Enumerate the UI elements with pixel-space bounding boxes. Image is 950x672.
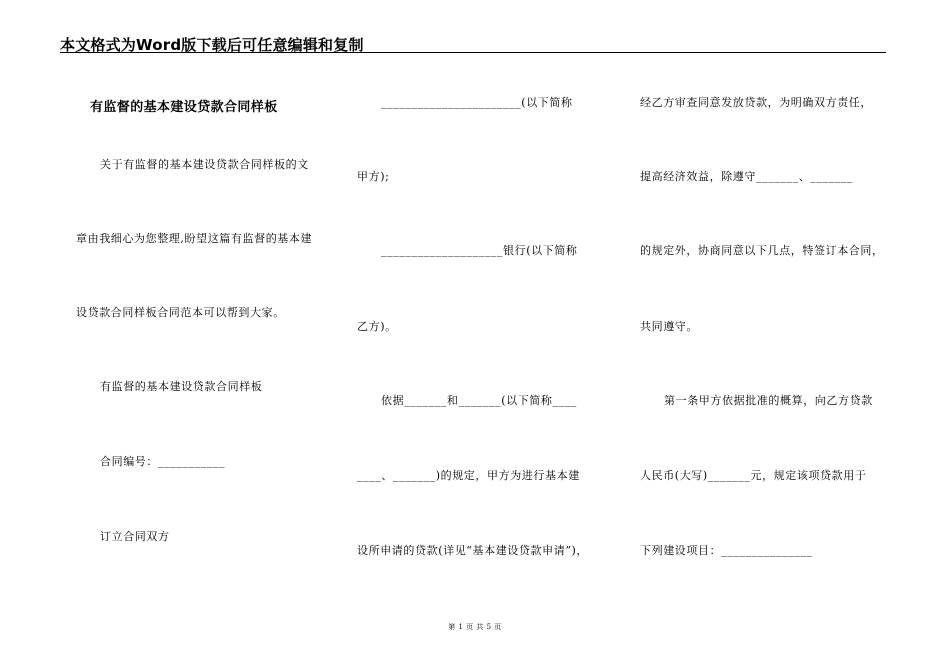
body-line: ____、_______)的规定，甲方为进行基本建 bbox=[357, 469, 580, 482]
document-header: 本文格式为Word版下载后可任意编辑和复制 bbox=[60, 36, 364, 54]
body-line: 章由我细心为您整理,盼望这篇有监督的基本建 bbox=[76, 232, 313, 245]
body-line: 甲方); bbox=[357, 170, 390, 183]
body-line: 共同遵守。 bbox=[640, 320, 698, 333]
party-b-line: ____________________银行(以下简称 bbox=[381, 244, 578, 257]
body-line: 人民币(大写)_______元，规定该项贷款用于 bbox=[640, 469, 867, 482]
text-column-2 bbox=[357, 60, 607, 620]
body-line: 乙方)。 bbox=[357, 320, 397, 333]
contract-parties-heading: 订立合同双方 bbox=[100, 530, 170, 543]
contract-number-line: 合同编号：___________ bbox=[100, 455, 226, 468]
body-line: 经乙方审查同意发放贷款，为明确双方责任， bbox=[640, 96, 872, 109]
party-a-line: _______________________(以下简称 bbox=[381, 96, 573, 109]
body-line: 提高经济效益，除遵守_______、_______ bbox=[640, 170, 853, 183]
body-line: 下列建设项目：_______________ bbox=[640, 544, 813, 557]
body-line: 设所申请的贷款(详见“基本建设贷款申请”)， bbox=[357, 544, 589, 557]
body-line: 依据_______和_______(以下简称____ bbox=[381, 394, 577, 407]
header-divider bbox=[60, 52, 886, 53]
document-title: 有监督的基本建设贷款合同样板 bbox=[90, 100, 278, 115]
body-line: 设贷款合同样板合同范本可以帮到大家。 bbox=[76, 306, 285, 319]
body-line: 关于有监督的基本建设贷款合同样板的文 bbox=[100, 158, 309, 171]
section-heading: 有监督的基本建设贷款合同样板 bbox=[100, 380, 263, 393]
body-line: 的规定外，协商同意以下几点，特签订本合同， bbox=[640, 244, 884, 257]
article-one-line: 第一条甲方依据批准的概算，向乙方贷款 bbox=[664, 394, 873, 407]
text-column-3 bbox=[640, 60, 890, 620]
page-number-footer: 第 1 页 共 5 页 bbox=[448, 623, 502, 631]
text-column-1 bbox=[76, 60, 326, 620]
